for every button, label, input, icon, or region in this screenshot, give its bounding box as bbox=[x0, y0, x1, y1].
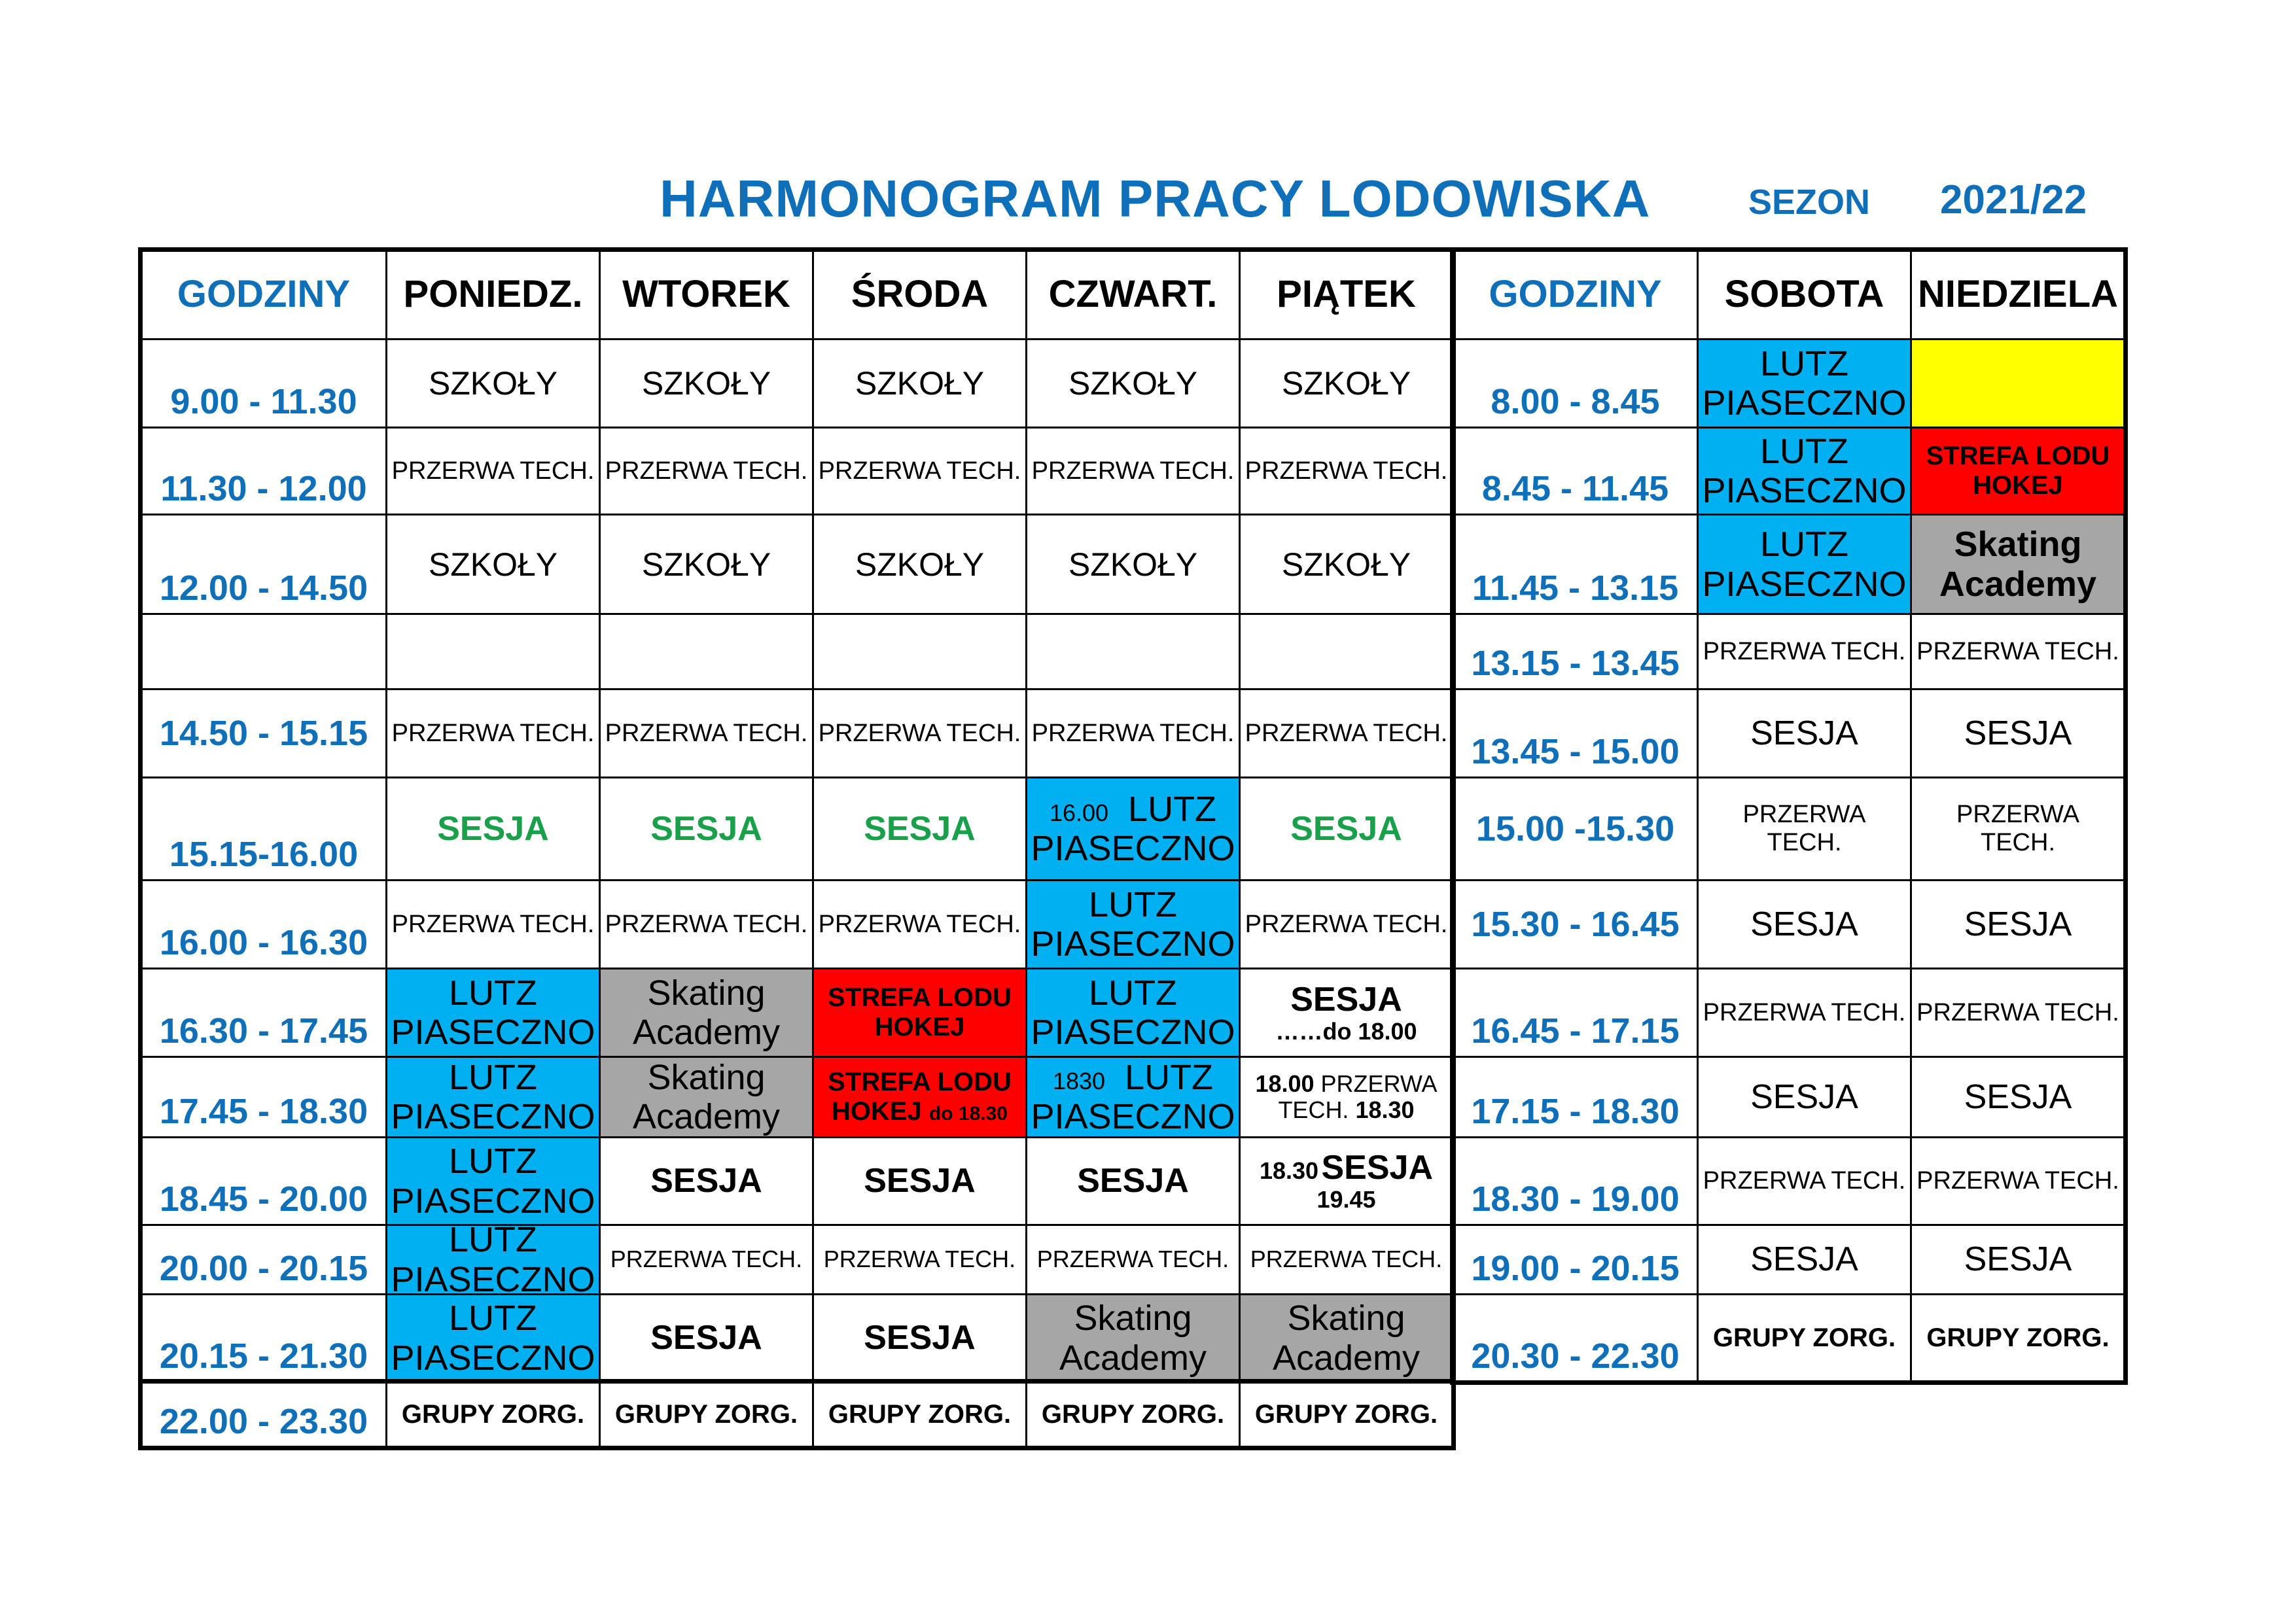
lutz-cell bbox=[385, 1056, 601, 1138]
cell-text: SESJA bbox=[1964, 714, 2072, 752]
cell-text: PIASECZNO bbox=[391, 1181, 595, 1221]
sesja-cell bbox=[812, 1293, 1027, 1383]
cell-text: 15.00 -15.30 bbox=[1475, 809, 1675, 848]
cell-text: SZKOŁY bbox=[428, 546, 558, 583]
cell-text: 8.45 - 11.45 bbox=[1481, 468, 1669, 508]
cell-text: GRUPY ZORG. bbox=[828, 1400, 1012, 1429]
cell-text: PRZERWA TECH. bbox=[1250, 1246, 1443, 1273]
cell-text: PRZERWA TECH. bbox=[605, 457, 808, 485]
cell-text: 8.00 - 8.45 bbox=[1491, 381, 1660, 421]
empty-cell bbox=[385, 613, 601, 690]
page-title: HARMONOGRAM PRACY LODOWISKA bbox=[660, 169, 1651, 228]
cell-text: PRZERWA TECH. bbox=[1916, 1167, 2119, 1195]
cell-text: 18.30 - 19.00 bbox=[1471, 1179, 1680, 1219]
cell-text: GRUPY ZORG. bbox=[401, 1400, 585, 1429]
szkoly-cell bbox=[599, 338, 814, 428]
przerwa-cell bbox=[1910, 1136, 2126, 1226]
szkoly-cell bbox=[385, 514, 601, 615]
cell-text: 18.30 bbox=[1355, 1096, 1415, 1123]
cell-text: PIASECZNO bbox=[1031, 924, 1235, 964]
time-cell bbox=[140, 688, 387, 778]
time-cell bbox=[140, 1056, 387, 1138]
cell-text: PIASECZNO bbox=[391, 1259, 595, 1295]
header-godziny bbox=[140, 249, 387, 340]
time-cell-weekend bbox=[1452, 1056, 1699, 1138]
cell-text: Academy bbox=[1059, 1338, 1207, 1378]
time-cell bbox=[140, 613, 387, 690]
cell-text: PRZERWA TECH. bbox=[1031, 719, 1235, 747]
cell-text: Academy bbox=[632, 1097, 781, 1136]
time-cell-weekend bbox=[1452, 879, 1699, 969]
cell-text: PRZERWA TECH. bbox=[1703, 1167, 1906, 1195]
cell-text: 15.30 - 16.45 bbox=[1471, 904, 1680, 944]
cell-text: SOBOTA bbox=[1724, 273, 1884, 316]
season-label: SEZON bbox=[1748, 183, 1871, 222]
sesja-cell bbox=[1910, 1224, 2126, 1295]
grupy-zorg-cell bbox=[1697, 1293, 1912, 1383]
empty-cell bbox=[812, 613, 1027, 690]
cell-text: do 18.30 bbox=[928, 1103, 1008, 1125]
cell-text: 17.15 - 18.30 bbox=[1471, 1091, 1680, 1131]
header-day bbox=[599, 249, 814, 340]
cell-text: 1830 bbox=[1052, 1067, 1106, 1094]
cell-text: PRZERWA bbox=[1956, 801, 2079, 829]
cell-text: GRUPY ZORG. bbox=[1254, 1400, 1438, 1429]
cell-text: 15.15-16.00 bbox=[169, 834, 359, 874]
cell-text: SZKOŁY bbox=[1281, 546, 1411, 583]
skating-academy-cell bbox=[599, 1056, 814, 1138]
lutz-cell bbox=[1697, 514, 1912, 615]
time-cell bbox=[140, 879, 387, 969]
cell-text: 20.30 - 22.30 bbox=[1471, 1336, 1680, 1376]
cell-text: 13.45 - 15.00 bbox=[1471, 731, 1680, 771]
cell-text: PRZERWA TECH. bbox=[1703, 998, 1906, 1026]
sesja-cell bbox=[599, 777, 814, 881]
przerwa-cell bbox=[812, 1224, 1027, 1295]
time-cell-weekend bbox=[1452, 968, 1699, 1058]
cell-text: GODZINY bbox=[1489, 273, 1662, 316]
cell-text: LUTZ bbox=[1089, 973, 1177, 1013]
cell-text: PIASECZNO bbox=[1031, 829, 1235, 868]
sesja-cell bbox=[1239, 777, 1454, 881]
cell-text: 22.00 - 23.30 bbox=[159, 1401, 368, 1441]
time-cell bbox=[140, 968, 387, 1058]
sesja-cell bbox=[1910, 688, 2126, 778]
cell-text: 20.00 - 20.15 bbox=[159, 1248, 368, 1288]
cell-text: PRZERWA TECH. bbox=[610, 1246, 803, 1273]
cell-text: PRZERWA TECH. bbox=[391, 719, 595, 747]
cell-text: SZKOŁY bbox=[1281, 365, 1411, 402]
cell-text: PONIEDZ. bbox=[403, 273, 583, 316]
skating-academy-cell bbox=[1910, 514, 2126, 615]
header-day bbox=[1910, 249, 2126, 340]
przerwa-cell bbox=[1697, 613, 1912, 690]
cell-text: Skating bbox=[647, 1057, 766, 1097]
szkoly-cell bbox=[812, 514, 1027, 615]
cell-text: 16.45 - 17.15 bbox=[1471, 1011, 1680, 1051]
cell-text: HOKEJ bbox=[874, 1013, 965, 1041]
cell-text: 16.00 bbox=[1049, 799, 1109, 826]
cell-text: SESJA bbox=[650, 809, 762, 848]
cell-text: SESJA bbox=[650, 1162, 762, 1200]
przerwa-cell bbox=[1239, 688, 1454, 778]
cell-text: PRZERWA TECH. bbox=[818, 719, 1021, 747]
cell-text: STREFA LODU bbox=[828, 983, 1012, 1013]
lutz-cell bbox=[385, 1224, 601, 1295]
cell-text: PRZERWA TECH. bbox=[823, 1246, 1016, 1273]
cell-text: SESJA bbox=[1964, 1240, 2072, 1279]
cell-text: PIASECZNO bbox=[1702, 564, 1907, 604]
header-day bbox=[385, 249, 601, 340]
cell-text: LUTZ bbox=[1760, 343, 1848, 383]
strefa-lodu-hokej-cell bbox=[812, 1056, 1027, 1138]
empty-yellow-cell bbox=[1910, 338, 2126, 428]
grupy-zorg-cell bbox=[1910, 1293, 2126, 1383]
time-cell-weekend bbox=[1452, 1136, 1699, 1226]
cell-text: 16.30 - 17.45 bbox=[159, 1011, 368, 1051]
cell-text: Skating bbox=[1287, 1299, 1405, 1338]
lutz-cell bbox=[1025, 777, 1241, 881]
sesja-cell bbox=[812, 777, 1027, 881]
sesja-cell bbox=[1697, 1056, 1912, 1138]
przerwa-cell bbox=[1239, 879, 1454, 969]
lutz-cell bbox=[1025, 879, 1241, 969]
przerwa-cell bbox=[1025, 1224, 1241, 1295]
cell-text: Academy bbox=[1939, 564, 2097, 604]
cell-text: SZKOŁY bbox=[1068, 546, 1198, 583]
cell-text: WTOREK bbox=[622, 273, 790, 316]
cell-text: PRZERWA TECH. bbox=[605, 719, 808, 747]
przerwa-cell bbox=[1025, 688, 1241, 778]
cell-text: 20.15 - 21.30 bbox=[159, 1336, 368, 1376]
przerwa-cell bbox=[1910, 777, 2126, 881]
grupy-zorg-cell bbox=[385, 1381, 601, 1448]
cell-text: PIASECZNO bbox=[1031, 1097, 1235, 1136]
cell-text: PRZERWA TECH. bbox=[1245, 910, 1448, 938]
header-godziny-weekend bbox=[1452, 249, 1699, 340]
cell-text: LUTZ bbox=[449, 973, 537, 1013]
sesja-cell bbox=[1697, 1224, 1912, 1295]
cell-text: PIASECZNO bbox=[391, 1013, 595, 1052]
cell-text: PRZERWA TECH. bbox=[391, 910, 595, 938]
przerwa-cell bbox=[1910, 968, 2126, 1058]
sesja-cell bbox=[1697, 688, 1912, 778]
cell-text: LUTZ bbox=[1125, 1057, 1214, 1097]
przerwa-cell bbox=[385, 879, 601, 969]
przerwa-cell bbox=[1697, 1136, 1912, 1226]
przerwa-cell bbox=[812, 427, 1027, 515]
lutz-cell bbox=[1025, 968, 1241, 1058]
cell-text: 9.00 - 11.30 bbox=[170, 381, 357, 421]
cell-text: PIĄTEK bbox=[1277, 273, 1416, 316]
cell-text: SZKOŁY bbox=[855, 546, 985, 583]
cell-text: SESJA bbox=[1750, 714, 1858, 752]
empty-cell bbox=[599, 613, 814, 690]
cell-text: ……do 18.00 bbox=[1275, 1017, 1417, 1045]
time-cell bbox=[140, 1381, 387, 1448]
cell-text: SESJA bbox=[1964, 905, 2072, 943]
skating-academy-cell bbox=[1025, 1293, 1241, 1383]
przerwa-cell bbox=[599, 1224, 814, 1295]
cell-text: PRZERWA TECH. bbox=[1036, 1246, 1229, 1273]
strefa-lodu-hokej-cell bbox=[812, 968, 1027, 1058]
sesja-cell bbox=[599, 1136, 814, 1226]
season-year: 2021/22 bbox=[1940, 177, 2087, 222]
cell-text: STREFA LODU bbox=[828, 1068, 1012, 1097]
time-cell bbox=[140, 338, 387, 428]
przerwa-cell bbox=[1697, 968, 1912, 1058]
cell-text: 11.30 - 12.00 bbox=[160, 468, 367, 508]
cell-text: HOKEJ bbox=[1973, 471, 2063, 500]
cell-text: TECH. bbox=[1278, 1096, 1349, 1123]
cell-text: TECH. bbox=[1981, 829, 2055, 856]
cell-text: 17.45 - 18.30 bbox=[159, 1091, 368, 1131]
sesja-cell bbox=[1910, 1056, 2126, 1138]
cell-text: 18.45 - 20.00 bbox=[159, 1179, 368, 1219]
cell-text: PRZERWA TECH. bbox=[1031, 457, 1235, 485]
szkoly-cell bbox=[1025, 338, 1241, 428]
cell-text: PIASECZNO bbox=[1702, 383, 1907, 423]
cell-text: Academy bbox=[632, 1013, 781, 1052]
cell-text: 11.45 - 13.15 bbox=[1472, 568, 1679, 608]
cell-text: Skating bbox=[647, 973, 766, 1013]
przerwa-cell bbox=[812, 879, 1027, 969]
sesja-cell bbox=[1025, 1136, 1241, 1226]
cell-text: PRZERWA TECH. bbox=[1245, 719, 1448, 747]
przerwa-cell bbox=[1697, 777, 1912, 881]
szkoly-cell bbox=[1025, 514, 1241, 615]
lutz-cell bbox=[1025, 1056, 1241, 1138]
cell-text: PIASECZNO bbox=[391, 1097, 595, 1136]
time-cell bbox=[140, 514, 387, 615]
cell-text: SESJA bbox=[1290, 809, 1402, 848]
przerwa-cell bbox=[1239, 427, 1454, 515]
cell-text: CZWART. bbox=[1048, 273, 1218, 316]
cell-text: 18.00 bbox=[1255, 1070, 1315, 1097]
cell-text: SZKOŁY bbox=[855, 365, 985, 402]
cell-text: SESJA bbox=[1750, 905, 1858, 943]
cell-text: SZKOŁY bbox=[641, 546, 771, 583]
cell-text: GODZINY bbox=[177, 273, 351, 316]
cell-text: STREFA LODU bbox=[1926, 442, 2110, 471]
cell-text: SZKOŁY bbox=[1068, 365, 1198, 402]
time-cell bbox=[140, 1136, 387, 1226]
cell-text: SZKOŁY bbox=[428, 365, 558, 402]
cell-text: SESJA bbox=[864, 1162, 976, 1200]
cell-text: PIASECZNO bbox=[1031, 1013, 1235, 1052]
time-cell-weekend bbox=[1452, 1293, 1699, 1383]
lutz-cell bbox=[385, 968, 601, 1058]
cell-text: 12.00 - 14.50 bbox=[159, 568, 368, 608]
sesja-cell bbox=[812, 1136, 1027, 1226]
cell-text: LUTZ bbox=[1760, 525, 1848, 565]
cell-text: PRZERWA TECH. bbox=[818, 457, 1021, 485]
cell-text: LUTZ bbox=[1760, 431, 1848, 471]
przerwa-cell bbox=[385, 688, 601, 778]
cell-text: LUTZ bbox=[449, 1142, 537, 1181]
time-cell bbox=[140, 427, 387, 515]
cell-text: LUTZ bbox=[449, 1224, 537, 1260]
time-cell bbox=[140, 777, 387, 881]
cell-text: Academy bbox=[1272, 1338, 1421, 1378]
sesja-cell bbox=[1239, 968, 1454, 1058]
cell-text: GRUPY ZORG. bbox=[614, 1400, 798, 1429]
cell-text: GRUPY ZORG. bbox=[1712, 1323, 1896, 1353]
cell-text: 13.15 - 13.45 bbox=[1471, 643, 1680, 683]
cell-text: SESJA bbox=[1750, 1077, 1858, 1116]
szkoly-cell bbox=[1239, 338, 1454, 428]
lutz-cell bbox=[1697, 338, 1912, 428]
cell-text: SESJA bbox=[1321, 1149, 1434, 1187]
sesja-cell bbox=[599, 1293, 814, 1383]
cell-text: SESJA bbox=[1750, 1240, 1858, 1279]
time-cell-weekend bbox=[1452, 427, 1699, 515]
empty-cell bbox=[1025, 613, 1241, 690]
cell-text: PRZERWA bbox=[1320, 1070, 1438, 1097]
cell-text: PRZERWA TECH. bbox=[1916, 637, 2119, 665]
header-day bbox=[812, 249, 1027, 340]
cell-text: SESJA bbox=[437, 809, 549, 848]
cell-text: Skating bbox=[1074, 1299, 1192, 1338]
cell-text: HOKEJ bbox=[832, 1097, 922, 1126]
szkoly-cell bbox=[1239, 514, 1454, 615]
time-cell-weekend bbox=[1452, 514, 1699, 615]
cell-text: PRZERWA TECH. bbox=[605, 910, 808, 938]
przerwa-cell bbox=[1025, 427, 1241, 515]
cell-text: 16.00 - 16.30 bbox=[159, 922, 368, 962]
header-day bbox=[1025, 249, 1241, 340]
lutz-cell bbox=[385, 1136, 601, 1226]
grupy-zorg-cell bbox=[599, 1381, 814, 1448]
cell-text: SESJA bbox=[650, 1319, 762, 1357]
cell-text: ŚRODA bbox=[851, 273, 989, 316]
cell-text: PRZERWA TECH. bbox=[818, 910, 1021, 938]
sesja-cell bbox=[1697, 879, 1912, 969]
grupy-zorg-cell bbox=[1025, 1381, 1241, 1448]
szkoly-cell bbox=[812, 338, 1027, 428]
cell-text: SESJA bbox=[864, 809, 976, 848]
cell-text: PIASECZNO bbox=[391, 1338, 595, 1378]
lutz-cell bbox=[1697, 427, 1912, 515]
cell-text: PIASECZNO bbox=[1702, 471, 1907, 510]
przerwa-cell bbox=[1239, 1056, 1454, 1138]
cell-text: PRZERWA TECH. bbox=[391, 457, 595, 485]
sesja-cell bbox=[1910, 879, 2126, 969]
przerwa-cell bbox=[385, 427, 601, 515]
przerwa-cell bbox=[599, 427, 814, 515]
cell-text: 18.30 bbox=[1259, 1157, 1319, 1185]
cell-text: PRZERWA TECH. bbox=[1245, 457, 1448, 485]
skating-academy-cell bbox=[1239, 1293, 1454, 1383]
cell-text: GRUPY ZORG. bbox=[1926, 1323, 2110, 1353]
cell-text: SESJA bbox=[1964, 1077, 2072, 1116]
skating-academy-cell bbox=[599, 968, 814, 1058]
time-cell bbox=[140, 1224, 387, 1295]
szkoly-cell bbox=[385, 338, 601, 428]
cell-text: SESJA bbox=[1290, 980, 1402, 1019]
sesja-cell bbox=[385, 777, 601, 881]
przerwa-cell bbox=[812, 688, 1027, 778]
przerwa-cell bbox=[599, 688, 814, 778]
cell-text: 19.45 bbox=[1316, 1186, 1376, 1213]
cell-text: GRUPY ZORG. bbox=[1041, 1400, 1225, 1429]
cell-text: SESJA bbox=[1077, 1162, 1189, 1200]
sesja-cell bbox=[1239, 1136, 1454, 1226]
przerwa-cell bbox=[1910, 613, 2126, 690]
time-cell-weekend bbox=[1452, 688, 1699, 778]
przerwa-cell bbox=[1239, 1224, 1454, 1295]
cell-text: SESJA bbox=[864, 1319, 976, 1357]
time-cell-weekend bbox=[1452, 1224, 1699, 1295]
time-cell bbox=[140, 1293, 387, 1383]
cell-text: PRZERWA TECH. bbox=[1703, 637, 1906, 665]
cell-text: PRZERWA TECH. bbox=[1916, 998, 2119, 1026]
szkoly-cell bbox=[599, 514, 814, 615]
time-cell-weekend bbox=[1452, 613, 1699, 690]
grupy-zorg-cell bbox=[812, 1381, 1027, 1448]
cell-text: SZKOŁY bbox=[641, 365, 771, 402]
cell-text: PRZERWA bbox=[1742, 801, 1866, 829]
grupy-zorg-cell bbox=[1239, 1381, 1454, 1448]
cell-text: LUTZ bbox=[449, 1299, 537, 1338]
time-cell-weekend bbox=[1452, 777, 1699, 881]
cell-text: LUTZ bbox=[1089, 884, 1177, 924]
header-day bbox=[1697, 249, 1912, 340]
strefa-lodu-hokej-cell bbox=[1910, 427, 2126, 515]
lutz-cell bbox=[385, 1293, 601, 1383]
time-cell-weekend bbox=[1452, 338, 1699, 428]
cell-text: TECH. bbox=[1767, 829, 1842, 856]
cell-text: Skating bbox=[1954, 525, 2082, 565]
empty-cell bbox=[1239, 613, 1454, 690]
cell-text: NIEDZIELA bbox=[1917, 273, 2119, 316]
cell-text: 14.50 - 15.15 bbox=[159, 713, 368, 753]
cell-text: LUTZ bbox=[449, 1057, 537, 1097]
cell-text: 19.00 - 20.15 bbox=[1471, 1248, 1680, 1288]
cell-text: LUTZ bbox=[1128, 789, 1217, 829]
header-day bbox=[1239, 249, 1454, 340]
przerwa-cell bbox=[599, 879, 814, 969]
